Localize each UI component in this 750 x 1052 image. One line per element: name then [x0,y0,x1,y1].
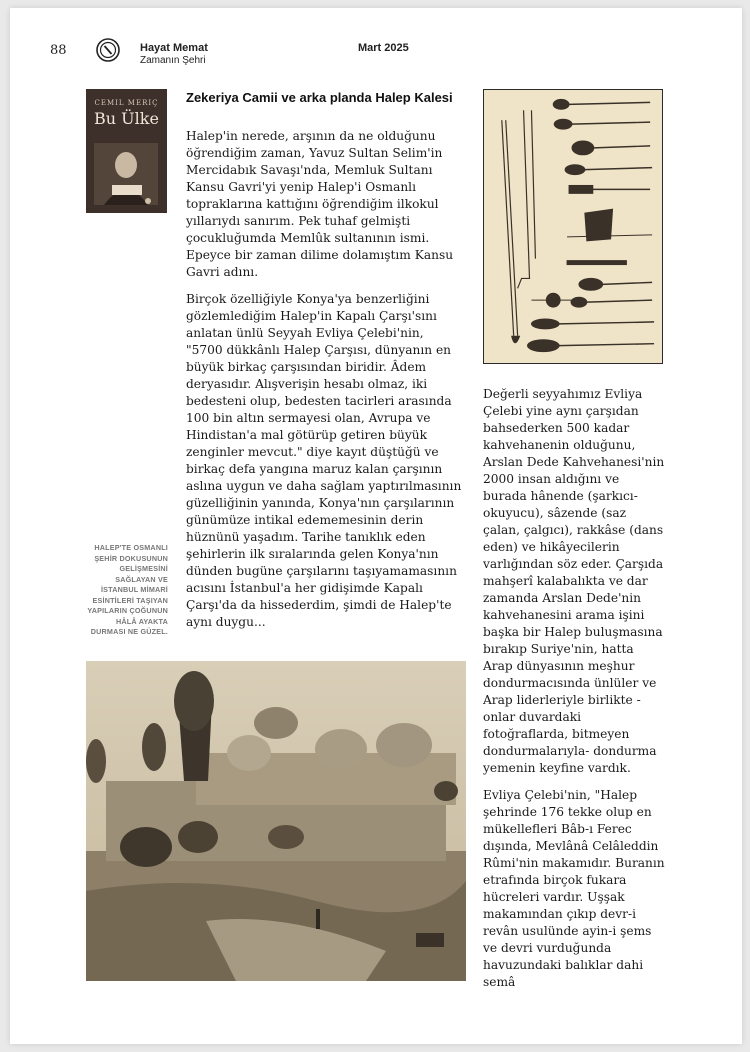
book-cover-portrait-illustration [86,129,167,213]
historic-mosque-photograph [86,661,466,981]
image-caption-title: Zekeriya Camii ve arka planda Halep Kalesi [186,90,453,105]
musical-instruments-engraving [483,89,663,364]
text-column-2 [483,386,665,1001]
magazine-logo-icon [96,38,120,62]
book-title: Bu Ülke [94,109,159,128]
paragraph: Birçok özelliğiyle Konya'ya benzerliğini gözlemlediğim Halep'in Kapalı Çarşı'sını anlatan ünlü Seyyah Evliya Çelebi'nin, "5700 dükkânlı Halep Çarşısı, dünyanın en büyük birkaç çarşısından biridir. Âdem deryasıdır. Alışverişin hesabı olmaz, iki bedesteni olup, bedesten tacirleri arasında 100 bin altın sermayesi olan, Avrupa ve Hindistan'a mal götürüp getiren büyük zenginler mevcut." diye kayıt düştüğü ve birkaç defa yangına maruz kalan çarşının aslına uygun ve daha sağlam yaptırılmasının güzelliğinin yanında, Konya'nın çarşılarının günümüze intikal edememesinin derin hüznünü yaşadım. Tarihe tanıklık eden şehirlerin ilk sıralarında gelen Konya'nın dünden bugüne çarşılarını taşıyamamasının acısını İstanbul'a her gidişimde Kapalı Çarşı'da da hissederdim, şimdi de Halep'te aynı duygu... [186,292,462,629]
page-number: 88 [50,43,67,58]
book-author: CEMIL MERIÇ [94,99,159,107]
issue-date: Mart 2025 [358,42,409,54]
magazine-title: Hayat Memat [140,42,208,54]
section-name: Zamanın Şehri [140,55,206,66]
paragraph: Değerli seyyahımız Evliya Çelebi yine aynı çarşıdan bahsederken 500 kadar kahvehanenin olduğunu, Arslan Dede Kahvehanesi'nin 2000 insan aldığını ve burada hânende (şarkıcı-okuyucu), sâzende (saz çalan, çalgıcı), rakkâse (dans eden) ve hikâyecilerin varlığından söz eder. Çarşıda mahşerî kalabalıkta ve dar zamanda Arslan Dede'nin kahvehanesini arama işini başka bir Halep buluşmasına bırakıp Suriye'nin, hatta Arap dünyasının meşhur dondurmacısında ünlüler ve Arap liderleriyle birlikte -onlar duvardaki fotoğraflarda, bitmeyen dondurmalarıyla- dondurma yemenin keyfine vardık. [483,387,665,775]
book-cover [86,89,167,213]
magazine-header [140,42,208,66]
paragraph: Evliya Çelebi'nin, "Halep şehrinde 176 tekke olup en mükellefleri Bâb-ı Ferec dışında, Mevlânâ Celâleddin Rûmi'nin makamıdır. Buranın etrafında birçok fukara hücreleri vardır. Uşşak makamından çıkıp devr-i revân usulünde ayin-i şems ve devri vurduğunda havuzundaki balıklar dahi semâ [483,788,665,989]
paragraph: Halep'in nerede, arşının da ne olduğunu öğrendiğim zaman, Yavuz Sultan Selim'in Mercidabık Savaşı'nda, Memluk Sultanı Kansu Gavri'yi yenip Halep'i Osmanlı topraklarına kattığını öğrendiğim ilkokul yıllarıydı sanırım. Pek tuhaf gelmişti çocukluğumda Memlûk sultanının ismi. Epeyce bir zaman dilime dolamıştım Kansu Gavri adını. [186,129,454,279]
text-column-1 [186,128,464,641]
pull-quote: HALEP'TE OSMANLI ŞEHİR DOKUSUNUN GELİŞMESİNİ SAĞLAYAN VE İSTANBUL MİMARİ ESİNTİLERİ TAŞIYAN YAPILARIN ÇOĞUNUN HÂLÂ AYAKTA DURMASI NE GÜZEL. [87,543,168,636]
